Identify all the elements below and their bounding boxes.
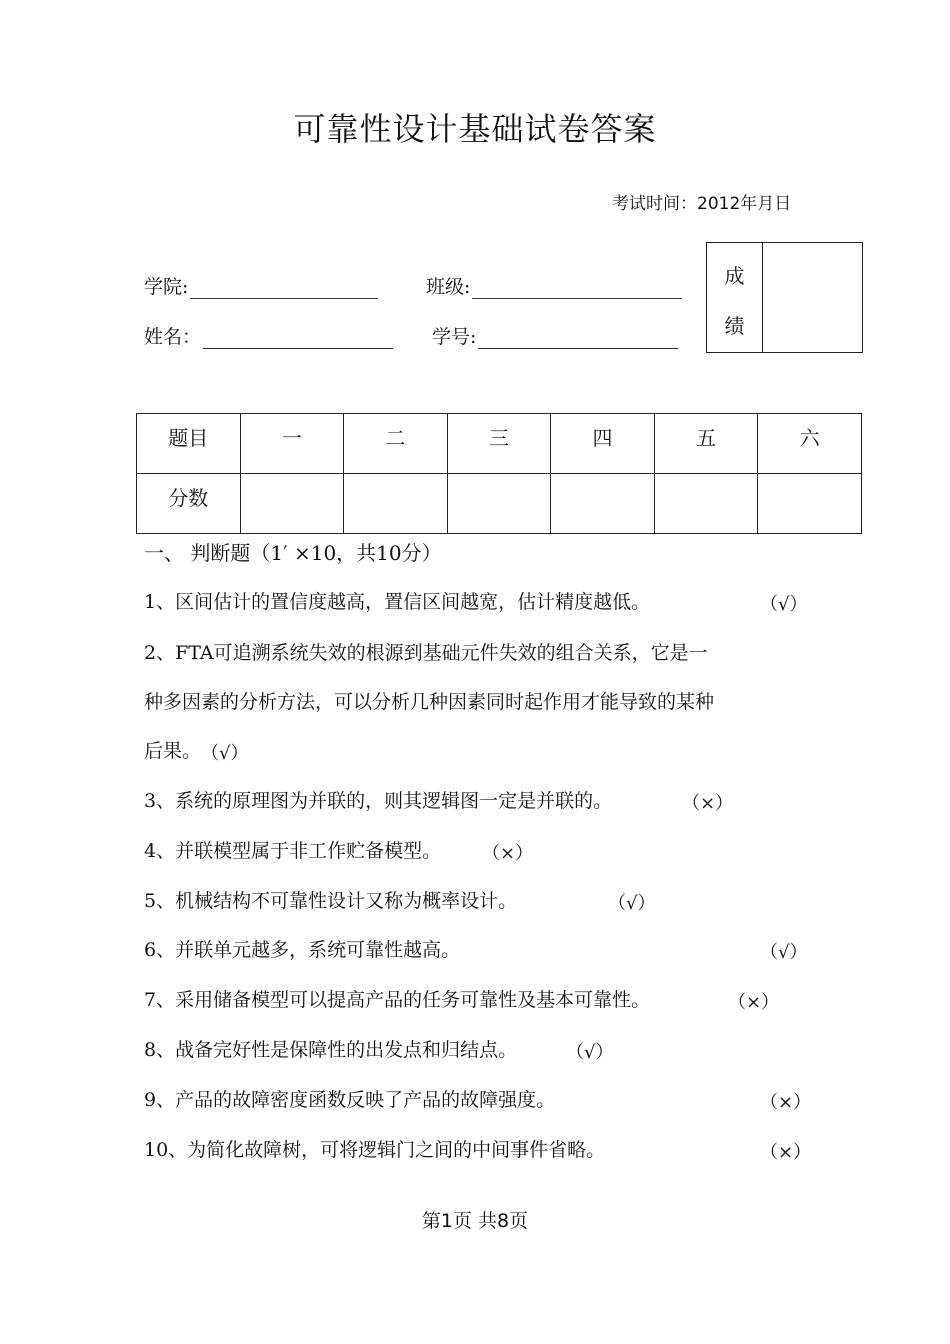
- score-cell[interactable]: [654, 474, 758, 534]
- exam-time: 考试时间：2012年月日: [612, 194, 792, 214]
- score-table-score-row: [137, 474, 862, 534]
- row-label-cell: 分数: [137, 474, 241, 534]
- question-7: 7、采用储备模型可以提高产品的任务可靠性及基本可靠性。: [144, 989, 651, 1011]
- grade-char-2: 绩: [724, 314, 745, 338]
- header-cell: 三: [447, 414, 551, 474]
- header-cell: 五: [654, 414, 758, 474]
- score-cell[interactable]: [551, 474, 655, 534]
- class-label: 班级:: [426, 276, 471, 298]
- answer-2: （√）: [201, 743, 249, 764]
- question-8: 8、战备完好性是保障性的出发点和归结点。: [144, 1039, 518, 1061]
- grade-value-cell[interactable]: [763, 243, 862, 352]
- question-2-cont-1: 种多因素的分析方法，可以分析几种因素同时起作用才能导致的某种: [144, 691, 715, 713]
- grade-label: [707, 243, 763, 352]
- header-cell: 六: [758, 414, 862, 474]
- question-2: 2、FTA可追溯系统失效的根源到基础元件失效的组合关系，它是一: [144, 642, 708, 664]
- student-id-field: [432, 322, 678, 349]
- page-footer: 第1页 共8页: [421, 1210, 529, 1232]
- answer-10: （×）: [760, 1142, 812, 1163]
- student-id-blank[interactable]: [478, 328, 678, 349]
- grade-char-1: 成: [724, 264, 745, 288]
- question-1: 1、区间估计的置信度越高，置信区间越宽，估计精度越低。: [144, 591, 651, 613]
- answer-5: （√）: [608, 893, 656, 914]
- question-5: 5、机械结构不可靠性设计又称为概率设计。: [144, 890, 518, 912]
- answer-3: （×）: [682, 793, 734, 814]
- score-table-header-row: [137, 414, 862, 474]
- header-cell: 题目: [137, 414, 241, 474]
- grade-box: [706, 242, 863, 353]
- question-9: 9、产品的故障密度函数反映了产品的故障强度。: [144, 1089, 556, 1111]
- question-6: 6、并联单元越多，系统可靠性越高。: [144, 939, 461, 961]
- score-cell[interactable]: [240, 474, 344, 534]
- header-cell: 二: [344, 414, 448, 474]
- answer-8: （√）: [566, 1042, 614, 1063]
- class-field: [426, 272, 682, 299]
- question-3: 3、系统的原理图为并联的，则其逻辑图一定是并联的。: [144, 790, 613, 812]
- question-2-cont-2: 后果。: [144, 740, 202, 762]
- college-label: 学院:: [144, 276, 189, 298]
- answer-7: （×）: [728, 992, 780, 1013]
- header-cell: 一: [240, 414, 344, 474]
- class-blank[interactable]: [472, 278, 682, 299]
- answer-1: （√）: [760, 594, 808, 615]
- section-title: 一、 判断题（1′ ×10，共10分）: [144, 541, 442, 565]
- document-title: 可靠性设计基础试卷答案: [293, 110, 657, 148]
- name-label: 姓名：: [144, 326, 202, 348]
- name-field: [144, 322, 393, 349]
- question-4: 4、并联模型属于非工作贮备模型。: [144, 840, 442, 862]
- student-id-label: 学号:: [432, 326, 477, 348]
- answer-4: （×）: [482, 843, 534, 864]
- college-field: [144, 272, 378, 299]
- score-cell[interactable]: [447, 474, 551, 534]
- score-cell[interactable]: [344, 474, 448, 534]
- header-cell: 四: [551, 414, 655, 474]
- answer-6: （√）: [760, 942, 808, 963]
- question-10: 10、为简化故障树，可将逻辑门之间的中间事件省略。: [144, 1139, 606, 1161]
- name-blank[interactable]: [203, 328, 393, 349]
- score-table: [136, 413, 862, 534]
- answer-9: （×）: [760, 1092, 812, 1113]
- score-cell[interactable]: [758, 474, 862, 534]
- college-blank[interactable]: [190, 278, 378, 299]
